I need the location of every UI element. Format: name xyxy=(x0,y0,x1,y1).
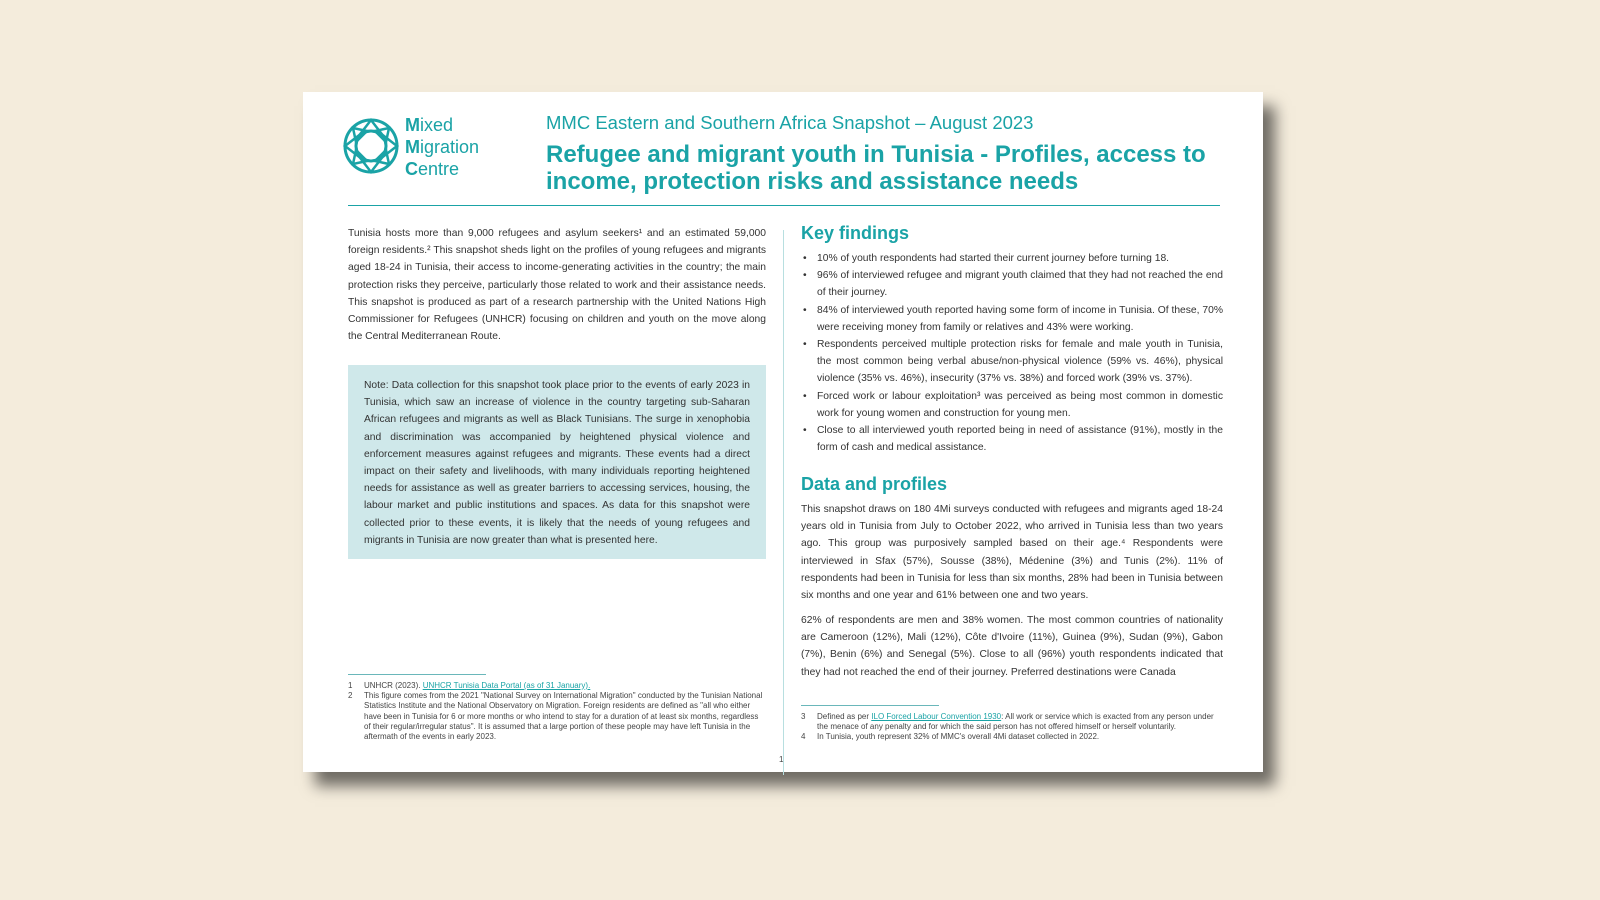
list-item: • 84% of interviewed youth reported having some form of income in Tunisia. Of these, 70% were receiving money from family or relatives and 43% were working. xyxy=(801,302,1223,336)
footnote-link[interactable]: ILO Forced Labour Convention 1930 xyxy=(871,712,1002,721)
list-item: • Respondents perceived multiple protection risks for female and male youth in Tunisia, the most common being verbal abuse/non-physical violence (59% vs. 46%), physical violence (35% vs. 46%), insecurity (37% vs. 38%) and forced work (39% vs. 37%). xyxy=(801,336,1223,388)
intro-paragraph: Tunisia hosts more than 9,000 refugees and asylum seekers¹ and an estimated 59,000 foreign residents.² This snapshot sheds light on the profiles of young refugees and migrants aged 18-24 in Tunisia, their access to income-generating activities in the country; the main protection risks they perceive, particularly those related to work and their assistance needs. This snapshot is produced as part of a research partnership with the United Nations High Commissioner for Refugees (UNHCR) focusing on children and youth on the move along the Central Mediterranean Route. xyxy=(348,228,766,343)
column-divider xyxy=(783,230,784,775)
footnote xyxy=(801,732,1223,742)
logo-word: igration xyxy=(420,137,480,157)
data-profiles-paragraph: This snapshot draws on 180 4Mi surveys conducted with refugees and migrants aged 18-24 years old in Tunisia from July to October 2022, who arrived in Tunisia less than two years ago. This group was purposively sampled based on their age.⁴ Respondents were interviewed in Sfax (57%), Sousse (38%), Médenine (3%) and Tunis (2%). 11% of respondents had been in Tunisia for less than six months, 28% had been in Tunisia between six months and one year and 61% between one and two years. xyxy=(801,504,1223,602)
footnote-text: Defined as per xyxy=(817,712,872,721)
key-findings-list xyxy=(801,250,1223,456)
footnote-number: 4 xyxy=(801,732,806,742)
mmc-globe-icon xyxy=(341,116,401,176)
footnote-text: : All work or service which is exacted from any person under the menace of any penalty and for which the said person has not offered himself or herself voluntarily. xyxy=(817,712,1214,732)
footnote-link[interactable]: UNHCR Tunisia Data Portal (as of 31 January). xyxy=(422,681,591,690)
data-profiles-paragraph: 62% of respondents are men and 38% women. The most common countries of nationality are Cameroon (12%), Mali (12%), Côte d'Ivoire (11%), Guinea (9%), Sudan (9%), Gabon (7%), Benin (6%) and Senegal (5%). Close to all (96%) youth respondents indicated that they had not reached the end of their journey. Preferred destinations were Canada xyxy=(801,615,1223,678)
footnotes-left xyxy=(348,681,766,742)
list-item: • Forced work or labour exploitation³ was perceived as being most common in domestic work for young women and construction for young men. xyxy=(801,388,1223,422)
logo-initial: M xyxy=(405,115,420,135)
footnote-number: 3 xyxy=(801,712,806,721)
list-item: • 96% of interviewed refugee and migrant youth claimed that they had not reached the end of their journey. xyxy=(801,267,1223,301)
footnote-divider xyxy=(801,705,939,706)
logo-word: ixed xyxy=(420,115,454,135)
list-item: • Close to all interviewed youth reported being in need of assistance (91%), mostly in the form of cash and medical assistance. xyxy=(801,422,1223,456)
note-box: Note: Data collection for this snapshot took place prior to the events of early 2023 in Tunisia, which saw an increase of violence in the country targeting sub-Saharan African refugees and migrants as well as Black Tunisians. The surge in xenophobia and discrimination was accompanied by heightened physical violence and enforcement measures against refugees and migrants. These events had a direct impact on their safety and livelihoods, with many individuals reporting heightened needs for assistance as well as greater barriers to accessing services, housing, the labour market and public institutions and spaces. As data for this snapshot were collected prior to these events, it is likely that the needs of young refugees and migrants in Tunisia are now greater than what is presented here. xyxy=(348,365,766,559)
mmc-logo xyxy=(341,114,511,184)
page-number: 1 xyxy=(779,755,784,764)
header-divider xyxy=(348,205,1220,206)
footnote-divider xyxy=(348,674,486,675)
footnote xyxy=(801,712,1223,732)
document-page xyxy=(303,92,1263,772)
footnote-number: 2 xyxy=(348,691,353,701)
footnote-text: In Tunisia, youth represent 32% of MMC's overall 4Mi dataset collected in 2022. xyxy=(817,732,1100,742)
list-item: • 10% of youth respondents had started their current journey before turning 18. xyxy=(801,250,1223,267)
document-title: Refugee and migrant youth in Tunisia - Profiles, access to income, protection risks and assistance needs xyxy=(546,141,1206,195)
footnote xyxy=(348,691,766,742)
footnotes-right xyxy=(801,712,1223,743)
footnote xyxy=(348,681,766,691)
logo-word: entre xyxy=(418,159,460,179)
data-profiles-heading: Data and profiles xyxy=(801,474,948,494)
footnote-number: 1 xyxy=(348,681,353,690)
logo-initial: C xyxy=(405,159,418,179)
document-subtitle: MMC Eastern and Southern Africa Snapshot – August 2023 xyxy=(546,112,1034,133)
footnote-text: This figure comes from the 2021 "National Survey on International Migration" conducted by the Tunisian National Statistics Institute and the National Observatory on Migration. Foreign residents are defined as "all who either have been in Tunisia for 6 or more months or who intend to stay for a duration of at least six months, regardless of their regular/irregular status". It is assumed that a large portion of these people may have left Tunisia in the aftermath of the events in early 2023. xyxy=(364,691,763,742)
key-findings-heading: Key findings xyxy=(801,223,910,243)
footnote-text: UNHCR (2023). xyxy=(364,681,423,690)
logo-initial: M xyxy=(405,137,420,157)
